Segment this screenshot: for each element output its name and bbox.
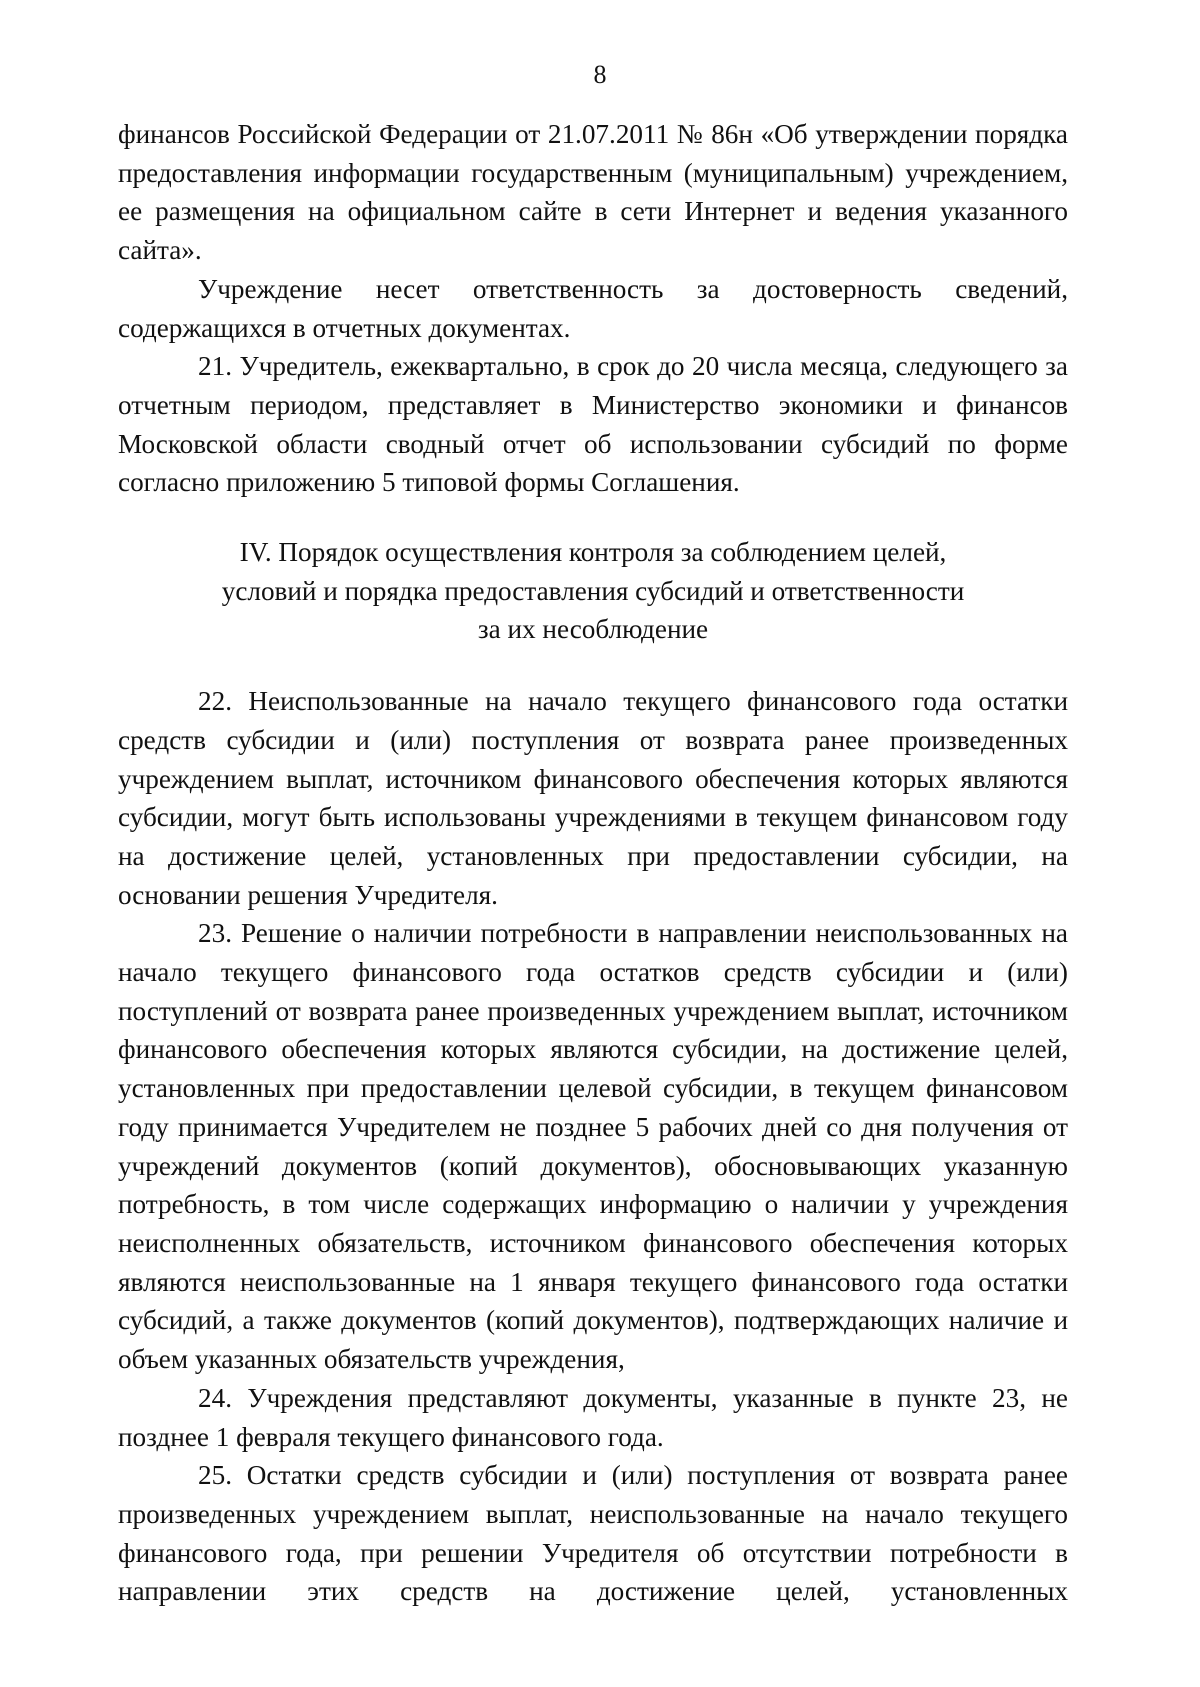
paragraph-22: 22. Неиспользованные на начало текущего финансового года остатки средств субсидии и (или) поступления от возврата ранее произведенных учреждением выплат, источником финансового обеспечения которых являются субсидии, могут быть использованы учреждениями в текущем финансовом году на достижение целей, установленных при предоставлении субсидии, на основании решения Учредителя.	[118, 686, 1068, 910]
paragraph-23: 23. Решение о наличии потребности в направлении неиспользованных на начало текущего финансового года остатков средств субсидии и (или) поступлений от возврата ранее произведенных учреждением выплат, источником финансового обеспечения которых являются субсидии, на достижение целей, установленных при предоставлении целевой субсидии, в текущем финансовом году принимается Учредителем не позднее 5 рабочих дней со дня получения от учреждений документов (копий документов), обосновывающих указанную потребность, в том числе содержащих информацию о наличии у учреждения неисполненных обязательств, источником финансового обеспечения которых являются неиспользованные на 1 января текущего финансового года остатки субсидий, а также документов (копий документов), подтверждающих наличие и объем указанных обязательств учреждения,	[118, 918, 1068, 1375]
section-heading	[118, 533, 1068, 649]
document-body	[118, 115, 1068, 1611]
paragraph-responsibility: Учреждение несет ответственность за достоверность сведений, содержащихся в отчетных документах.	[118, 273, 1068, 343]
paragraph-continuation: финансов Российской Федерации от 21.07.2011 № 86н «Об утверждении порядка предоставления информации государственным (муниципальным) учреждением, ее размещения на официальном сайте в сети Интернет и ведения указанного сайта».	[118, 119, 1068, 266]
paragraph-25: 25. Остатки средств субсидии и (или) поступления от возврата ранее произведенных учреждением выплат, неиспользованные на начало текущего финансового года, при решении Учредителя об отсутствии потребности в направлении этих средств на достижение целей, установленных	[118, 1460, 1068, 1607]
section-heading-line-2: условий и порядка предоставления субсидий и ответственности	[221, 575, 965, 606]
paragraph-24: 24. Учреждения представляют документы, указанные в пункте 23, не позднее 1 февраля текущего финансового года.	[118, 1382, 1068, 1452]
section-heading-line-1: IV. Порядок осуществления контроля за соблюдением целей,	[239, 537, 947, 568]
paragraph-21: 21. Учредитель, ежеквартально, в срок до 20 числа месяца, следующего за отчетным периодом, представляет в Министерство экономики и финансов Московской области сводный отчет об использовании субсидий по форме согласно приложению 5 типовой формы Соглашения.	[118, 351, 1068, 498]
section-heading-line-3: за их несоблюдение	[477, 614, 709, 645]
page-number: 8	[593, 60, 607, 89]
